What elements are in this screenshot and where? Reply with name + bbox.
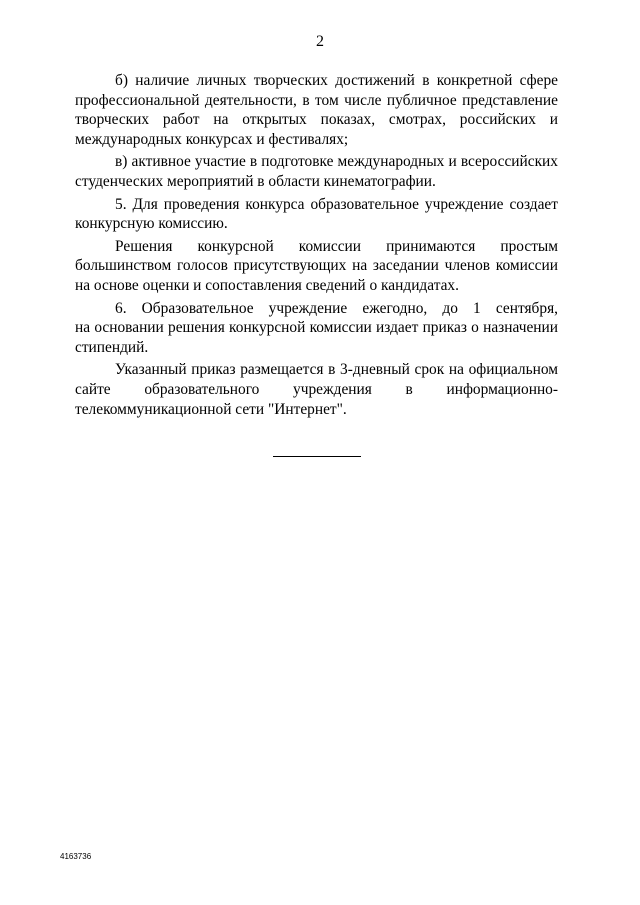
text-line: 5. Для проведения конкурса образовательное учреждение создает	[115, 195, 558, 213]
text-line: большинством голосов присутствующих на заседании членов комиссии	[75, 257, 558, 275]
text-line: Указанный приказ размещается в 3-дневный срок на официальном	[115, 361, 558, 379]
paragraph-5	[75, 195, 558, 234]
paragraph-b	[75, 71, 558, 149]
text-line: международных конкурсах и фестивалях;	[75, 130, 349, 148]
text-line: конкурсную комиссию.	[75, 215, 228, 233]
text-line: на основании решения конкурсной комиссии издает приказ о назначении	[75, 319, 558, 337]
text-line: б) наличие личных творческих достижений в конкретной сфере	[115, 72, 558, 89]
text-line: профессиональной деятельности, в том числе публичное представление	[75, 91, 558, 109]
page-number: 2	[316, 33, 324, 50]
text-line: творческих работ на открытых показах, смотрах, российских и	[75, 111, 558, 129]
paragraph-v	[75, 152, 558, 191]
document-code: 4163736	[60, 852, 92, 861]
paragraph-6	[75, 299, 558, 358]
text-line: на основе оценки и сопоставления сведений о кандидатах.	[75, 276, 459, 294]
text-line: сайте образовательного учреждения в информационно-	[75, 380, 558, 398]
text-line: 6. Образовательное учреждение ежегодно, до 1 сентября,	[115, 299, 558, 317]
paragraph-order-publication	[75, 360, 558, 419]
text-line: Решения конкурсной комиссии принимаются простым	[115, 237, 558, 255]
text-line: студенческих мероприятий в области кинематографии.	[75, 172, 436, 190]
end-separator-line	[273, 456, 361, 457]
text-line: стипендий.	[75, 338, 149, 356]
document-body	[75, 71, 558, 422]
text-line: в) активное участие в подготовке международных и всероссийских	[115, 153, 558, 171]
paragraph-decisions	[75, 237, 558, 296]
text-line: телекоммуникационной сети "Интернет".	[75, 400, 347, 418]
